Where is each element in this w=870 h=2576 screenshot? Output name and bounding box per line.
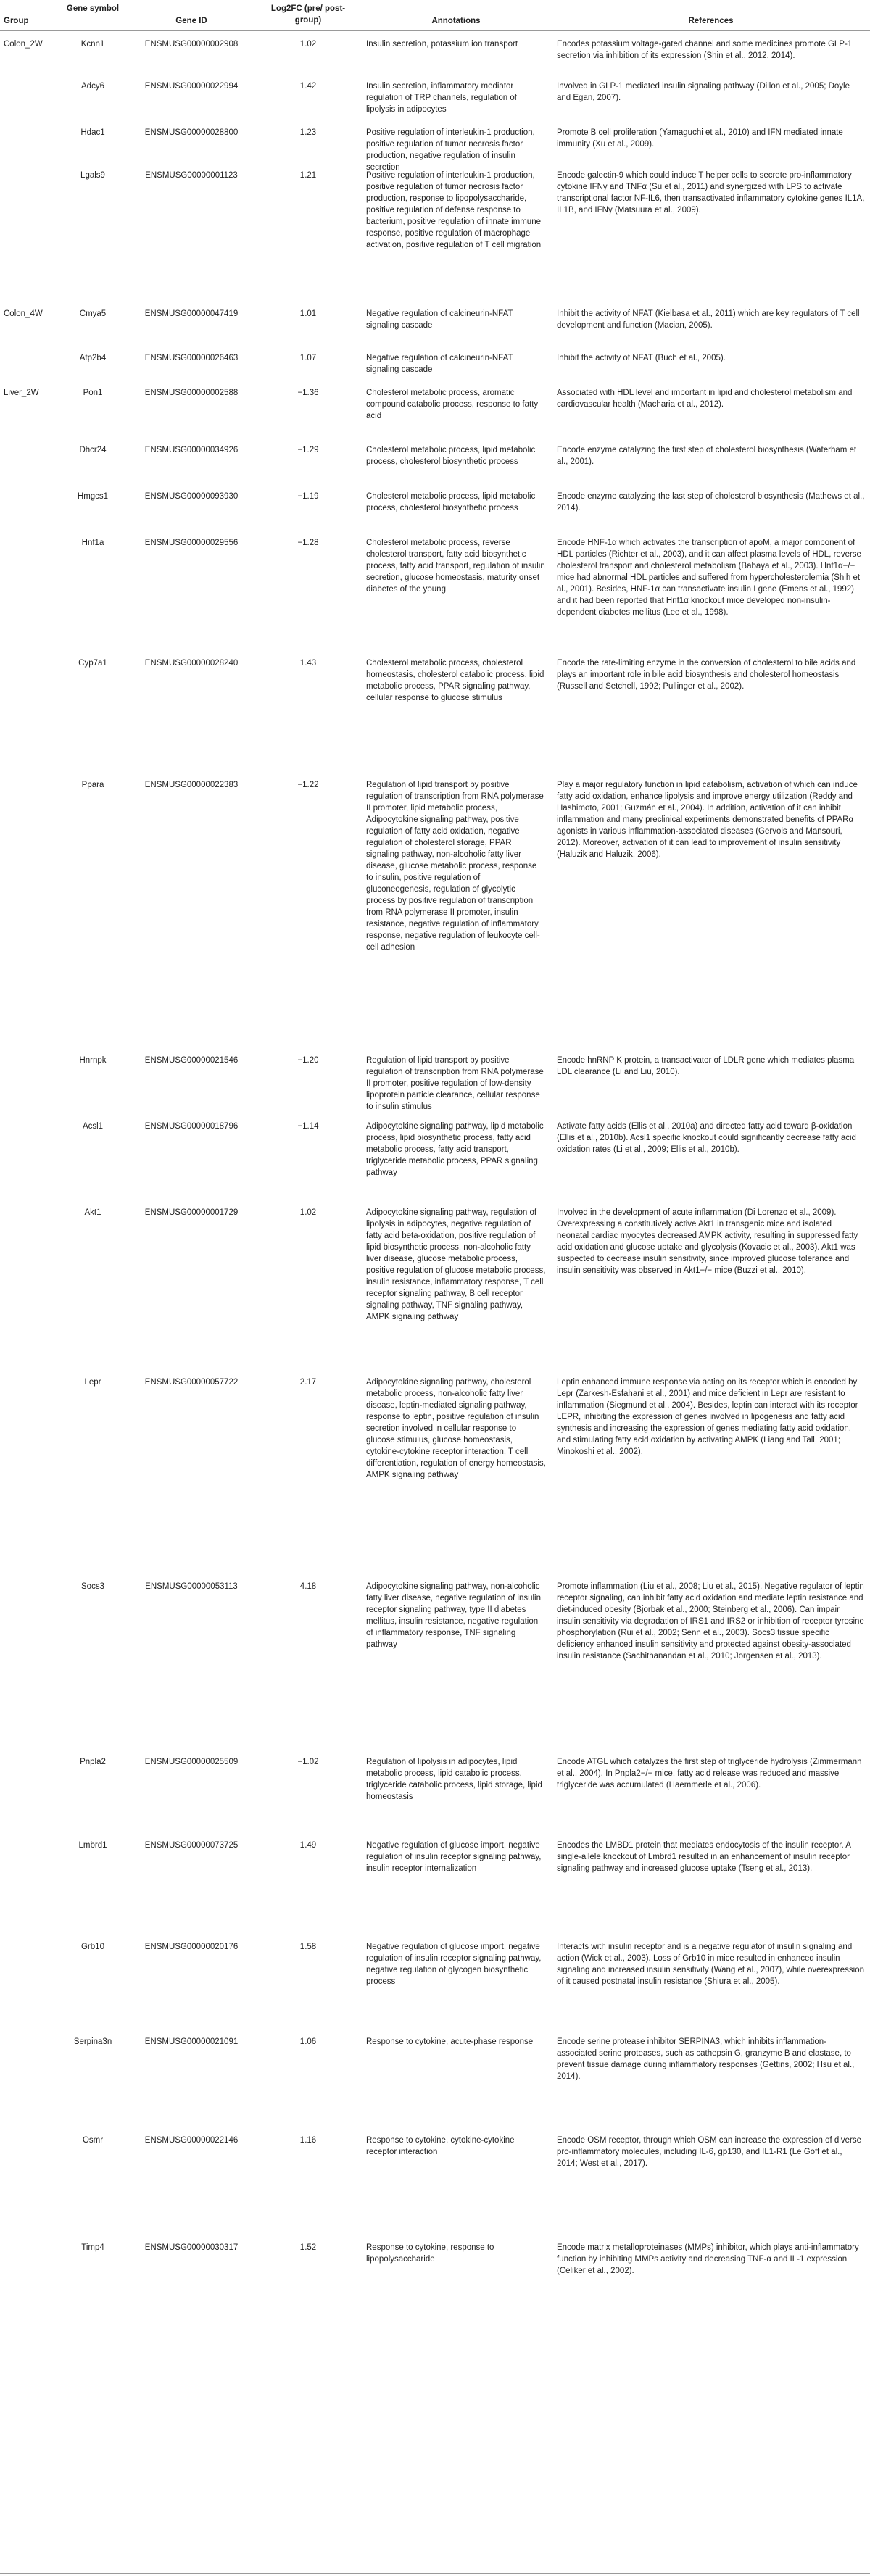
cell-gene-id: ENSMUSG00000093930 xyxy=(144,492,239,501)
cell-gene-symbol: Akt1 xyxy=(84,1208,102,1217)
cell-references: Encode galectin-9 which could induce T helper cells to secrete pro-inflammatory cytokine IFNγ and TNFα (Su et al., 2011) and synergized with LPS to activate transcriptional factor NF-IL6, then transactivated inflammatory cytokine genes IL1A, IL1B, and IFNγ (Matsuura et al., 2009). xyxy=(557,171,865,215)
cell-gene-id: ENSMUSG00000073725 xyxy=(144,1841,239,1850)
header-gene-id: Gene ID xyxy=(175,17,207,25)
cell-gene-id: ENSMUSG00000022994 xyxy=(144,82,239,91)
cell-gene-id: ENSMUSG00000022146 xyxy=(144,2136,239,2145)
cell-annotations: Regulation of lipolysis in adipocytes, lipid metabolic process, lipid catabolic process, triglyceride catabolic process, lipid storage, lipid homeostasis xyxy=(366,1758,542,1801)
cell-annotations: Negative regulation of glucose import, negative regulation of insulin receptor signaling pathway, insulin receptor internalization xyxy=(366,1841,542,1873)
cell-log2fc: 1.02 xyxy=(299,40,317,49)
cell-annotations: Positive regulation of interleukin-1 production, positive regulation of tumor necrosis factor production, negative regulation of insulin secretion xyxy=(366,128,535,172)
cell-annotations: Adipocytokine signaling pathway, lipid metabolic process, lipid biosynthetic process, fatty acid metabolic process, fatty acid transport, triglyceride metabolic process, PPAR signaling pathway xyxy=(366,1122,544,1177)
cell-references: Encode enzyme catalyzing the last step of cholesterol biosynthesis (Mathews et al., 2014). xyxy=(557,492,865,512)
cell-annotations: Cholesterol metabolic process, lipid metabolic process, cholesterol biosynthetic process xyxy=(366,446,536,466)
cell-references: Interacts with insulin receptor and is a negative regulator of insulin signaling and action (Wick et al., 2003). Loss of Grb10 in mice resulted in enhanced insulin signaling and increased insulin sensitivity (Wang et al., 2007), while overexpression of it caused postnatal insulin resistance (Shiura et al., 2005). xyxy=(557,1943,865,1986)
cell-gene-id: ENSMUSG00000028240 xyxy=(144,659,239,668)
cell-gene-symbol: Osmr xyxy=(82,2136,104,2145)
cell-references: Encode matrix metalloproteinases (MMPs) inhibitor, which plays anti-inflammatory function by inhibiting MMPs activity and decreasing TNF-α and IL-1 expression (Celiker et al., 2002). xyxy=(557,2243,859,2275)
cell-log2fc: 1.01 xyxy=(299,309,317,318)
cell-references: Promote B cell proliferation (Yamaguchi et al., 2010) and IFN mediated innate immunity (Xu et al., 2009). xyxy=(557,128,843,149)
cell-gene-id: ENSMUSG00000026463 xyxy=(144,354,239,362)
cell-annotations: Cholesterol metabolic process, aromatic compound catabolic process, response to fatty acid xyxy=(366,389,539,420)
cell-references: Encode enzyme catalyzing the first step of cholesterol biosynthesis (Waterham et al., 2001). xyxy=(557,446,857,466)
cell-group: Liver_2W xyxy=(4,389,39,397)
cell-annotations: Adipocytokine signaling pathway, regulation of lipolysis in adipocytes, negative regulation of fatty acid beta-oxidation, positive regulation of lipid biosynthetic process, non-alcoholic fatty liver disease, glucose metabolic process, positive regulation of glucose metabolic process, insulin resistance, inflammatory response, T cell receptor signaling pathway, B cell receptor signaling pathway, TNF signaling pathway, AMPK signaling pathway xyxy=(366,1208,546,1321)
cell-log2fc: −1.14 xyxy=(297,1122,319,1131)
cell-gene-symbol: Cmya5 xyxy=(79,309,107,318)
cell-references: Inhibit the activity of NFAT (Kielbasa et al., 2011) which are key regulators of T cell development and function (Macian, 2005). xyxy=(557,309,860,330)
cell-gene-symbol: Hnf1a xyxy=(81,539,104,547)
cell-gene-id: ENSMUSG00000002908 xyxy=(144,40,239,49)
cell-references: Involved in the development of acute inflammation (Di Lorenzo et al., 2009). Overexpressing a constitutively active Akt1 in transgenic mice and isolated neonatal cardiac myocytes decreased AMPK activity, resulting in suppressed fatty acid oxidation and glucose uptake and glycolysis (Kovacic et al., 2003). Akt1 was suspected to decrease insulin sensitivity, since improved glucose tolerance and insulin sensitivity was observed in Akt1−/− mice (Buzzi et al., 2010). xyxy=(557,1208,858,1275)
header-rule xyxy=(0,30,870,31)
cell-gene-id: ENSMUSG00000028800 xyxy=(144,128,239,137)
cell-gene-symbol: Hnrnpk xyxy=(79,1056,107,1065)
cell-annotations: Negative regulation of calcineurin-NFAT signaling cascade xyxy=(366,354,513,374)
cell-references: Encodes potassium voltage-gated channel and some medicines promote GLP-1 secretion via inhibition of its expression (Shin et al., 2012, 2014). xyxy=(557,40,853,60)
cell-references: Leptin enhanced immune response via acting on its receptor which is encoded by Lepr (Zarkesh-Esfahani et al., 2001) and mice deficient in Lepr are resistant to inflammation (Siegmund et al., 2004). Besides, leptin can interact with its receptor LEPR, inhibiting the expression of genes involved in lipogenesis and fatty acid synthesis and increasing the expression of genes mediating fatty acid oxidation, and stimulating fatty acid oxidation by activating AMPK (Liang and Tall, 2001; Minokoshi et al., 2002). xyxy=(557,1378,858,1456)
cell-references: Encode OSM receptor, through which OSM can increase the expression of diverse pro-inflammatory molecules, including IL-6, gp130, and IL1-R1 (Le Goff et al., 2014; West et al., 2017). xyxy=(557,2136,861,2168)
cell-annotations: Adipocytokine signaling pathway, cholesterol metabolic process, non-alcoholic fatty liver disease, leptin-mediated signaling pathway, response to leptin, positive regulation of insulin secretion involved in cellular response to glucose stimulus, glucose homeostasis, cytokine-cytokine receptor interaction, T cell differentiation, regulation of energy homeostasis, AMPK signaling pathway xyxy=(366,1378,546,1479)
header-references: References xyxy=(688,17,734,25)
cell-log2fc: 2.17 xyxy=(299,1378,317,1387)
cell-gene-id: ENSMUSG00000047419 xyxy=(144,309,239,318)
cell-gene-symbol: Atp2b4 xyxy=(79,354,107,362)
cell-log2fc: 1.42 xyxy=(299,82,317,91)
cell-log2fc: −1.20 xyxy=(297,1056,319,1065)
cell-log2fc: −1.28 xyxy=(297,539,319,547)
cell-log2fc: 1.23 xyxy=(299,128,317,137)
header-gene-symbol: Gene symbol xyxy=(66,4,120,13)
cell-log2fc: 1.02 xyxy=(299,1208,317,1217)
cell-references: Encodes the LMBD1 protein that mediates endocytosis of the insulin receptor. A single-allele knockout of Lmbrd1 resulted in an enhancement of insulin receptor signaling pathway and increased glucose uptake (Tseng et al., 2013). xyxy=(557,1841,851,1873)
cell-gene-symbol: Ppara xyxy=(81,781,104,789)
cell-gene-id: ENSMUSG00000057722 xyxy=(144,1378,239,1387)
cell-annotations: Regulation of lipid transport by positive regulation of transcription from RNA polymerase II promoter, positive regulation of low-density lipoprotein particle clearance, cellular response to insulin stimulus xyxy=(366,1056,544,1111)
cell-gene-symbol: Pnpla2 xyxy=(80,1758,106,1766)
cell-gene-symbol: Acsl1 xyxy=(82,1122,104,1131)
cell-gene-symbol: Adcy6 xyxy=(81,82,104,91)
cell-references: Encode HNF-1α which activates the transcription of apoM, a major component of HDL particles (Richter et al., 2003), and it can affect plasma levels of HDL, reverse cholesterol transport and cholesterol metabolism (Babaya et al., 2003). Hnf1α−/− mice had abnormal HDL particles and suffered from hypercholesterolemia (Shih et al., 2001). Besides, HNF-1α can transactivate insulin I gene (Emens et al., 1992) and it had been reported that Hnf1α knockout mice developed non-insulin-dependent diabetes mellitus (Lee et al., 1998). xyxy=(557,539,861,617)
cell-gene-symbol: Lmbrd1 xyxy=(78,1841,107,1850)
cell-references: Encode ATGL which catalyzes the first step of triglyceride hydrolysis (Zimmermann et al., 2004). In Pnpla2−/− mice, fatty acid release was reduced and massive triglyceride was accumulated (Haemmerle et al., 2006). xyxy=(557,1758,862,1790)
cell-gene-id: ENSMUSG00000001729 xyxy=(144,1208,239,1217)
cell-log2fc: 1.07 xyxy=(299,354,317,362)
cell-references: Play a major regulatory function in lipid catabolism, activation of which can induce fatty acid oxidation, enhance lipolysis and improve energy utilization (Reddy and Hashimoto, 2001; Guzmán et al., 2004). In addition, activation of it can inhibit inflammation and many preclinical experiments demonstrated benefits of PPARα agonists in various inflammation-associated diseases (Gervois and Mansouri, 2012). Moreover, activation of it can lead to improvement of insulin sensitivity (Haluzik and Haluzik, 2006). xyxy=(557,781,858,859)
cell-gene-symbol: Dhcr24 xyxy=(79,446,107,454)
cell-annotations: Response to cytokine, acute-phase response xyxy=(366,2037,534,2046)
cell-gene-symbol: Grb10 xyxy=(81,1943,104,1951)
cell-annotations: Negative regulation of calcineurin-NFAT signaling cascade xyxy=(366,309,513,330)
cell-log2fc: 1.16 xyxy=(299,2136,317,2145)
cell-group: Colon_4W xyxy=(4,309,43,318)
cell-annotations: Positive regulation of interleukin-1 production, positive regulation of tumor necrosis factor production, response to lipopolysaccharide, positive regulation of defense response to bacterium, positive regulation of innate immune response, positive regulation of macrophage activation, positive regulation of T cell migration xyxy=(366,171,542,249)
cell-references: Associated with HDL level and important in lipid and cholesterol metabolism and cardiovascular health (Macharia et al., 2012). xyxy=(557,389,853,409)
cell-gene-id: ENSMUSG00000018796 xyxy=(144,1122,239,1131)
cell-log2fc: 1.43 xyxy=(299,659,317,668)
cell-annotations: Regulation of lipid transport by positive regulation of transcription from RNA polymerase II promoter, lipid metabolic process, Adipocytokine signaling pathway, positive regulation of fatty acid oxidation, negative regulation of cholesterol storage, PPAR signaling pathway, non-alcoholic fatty liver disease, glucose metabolic process, response to insulin, positive regulation of gluconeogenesis, regulation of glycolytic process by positive regulation of transcription from RNA polymerase II promoter, insulin resistance, negative regulation of inflammatory response, negative regulation of leukocyte cell-cell adhesion xyxy=(366,781,544,952)
cell-log2fc: 1.49 xyxy=(299,1841,317,1850)
cell-log2fc: 4.18 xyxy=(299,1582,317,1591)
cell-gene-id: ENSMUSG00000030317 xyxy=(144,2243,239,2252)
cell-gene-id: ENSMUSG00000002588 xyxy=(144,389,239,397)
cell-annotations: Cholesterol metabolic process, cholesterol homeostasis, cholesterol catabolic process, lipid metabolic process, PPAR signaling pathway, cellular response to glucose stimulus xyxy=(366,659,544,702)
cell-log2fc: −1.19 xyxy=(297,492,319,501)
cell-annotations: Response to cytokine, cytokine-cytokine receptor interaction xyxy=(366,2136,515,2156)
cell-references: Encode hnRNP K protein, a transactivator of LDLR gene which mediates plasma LDL clearance (Li and Liu, 2010). xyxy=(557,1056,855,1076)
header-log2fc: Log2FC (pre/ post-group) xyxy=(270,4,346,25)
cell-gene-symbol: Serpina3n xyxy=(73,2037,112,2046)
cell-log2fc: −1.02 xyxy=(297,1758,319,1766)
cell-gene-symbol: Kcnn1 xyxy=(80,40,105,49)
cell-log2fc: −1.29 xyxy=(297,446,319,454)
cell-references: Involved in GLP-1 mediated insulin signaling pathway (Dillon et al., 2005; Doyle and Egan, 2007). xyxy=(557,82,850,102)
cell-gene-id: ENSMUSG00000034926 xyxy=(144,446,239,454)
cell-gene-symbol: Pon1 xyxy=(83,389,103,397)
cell-log2fc: −1.22 xyxy=(297,781,319,789)
cell-references: Inhibit the activity of NFAT (Buch et al., 2005). xyxy=(557,354,726,362)
cell-gene-symbol: Lgals9 xyxy=(80,171,105,180)
cell-group: Colon_2W xyxy=(4,40,43,49)
cell-annotations: Cholesterol metabolic process, reverse cholesterol transport, fatty acid biosynthetic process, fatty acid transport, regulation of insulin secretion, glucose homeostasis, maturity onset diabetes of the young xyxy=(366,539,545,594)
cell-annotations: Response to cytokine, response to lipopolysaccharide xyxy=(366,2243,494,2264)
cell-gene-symbol: Cyp7a1 xyxy=(78,659,107,668)
cell-gene-id: ENSMUSG00000053113 xyxy=(145,1582,238,1591)
cell-gene-id: ENSMUSG00000021091 xyxy=(144,2037,239,2046)
header-annotations: Annotations xyxy=(431,17,481,25)
cell-gene-id: ENSMUSG00000020176 xyxy=(144,1943,239,1951)
header-group: Group xyxy=(4,17,29,25)
table-bottom-rule xyxy=(0,2573,870,2574)
cell-annotations: Adipocytokine signaling pathway, non-alcoholic fatty liver disease, negative regulation of insulin receptor signaling pathway, type II diabetes mellitus, insulin resistance, negative regulation of inflammatory response, TNF signaling pathway xyxy=(366,1582,542,1649)
cell-references: Activate fatty acids (Ellis et al., 2010a) and directed fatty acid toward β-oxidation (Ellis et al., 2010b). Acsl1 specific knockout could significantly decrease fatty acid oxidation rates (Li et al., 2009; Ellis et al., 2010b). xyxy=(557,1122,856,1154)
cell-annotations: Insulin secretion, inflammatory mediator regulation of TRP channels, regulation of lipolysis in adipocytes xyxy=(366,82,517,114)
cell-gene-symbol: Hmgcs1 xyxy=(77,492,109,501)
cell-log2fc: 1.58 xyxy=(299,1943,317,1951)
cell-gene-symbol: Hdac1 xyxy=(80,128,105,137)
cell-log2fc: 1.52 xyxy=(299,2243,317,2252)
cell-references: Encode serine protease inhibitor SERPINA3, which inhibits inflammation-associated serine proteases, such as cathepsin G, granzyme B and elastase, to prevent tissue damage during inflammatory responses (Gettins, 2002; Hsu et al., 2014). xyxy=(557,2037,855,2081)
cell-gene-id: ENSMUSG00000001123 xyxy=(145,171,238,180)
cell-log2fc: −1.36 xyxy=(297,389,319,397)
cell-gene-symbol: Lepr xyxy=(84,1378,102,1387)
cell-annotations: Cholesterol metabolic process, lipid metabolic process, cholesterol biosynthetic process xyxy=(366,492,536,512)
cell-log2fc: 1.21 xyxy=(299,171,317,180)
cell-references: Promote inflammation (Liu et al., 2008; Liu et al., 2015). Negative regulator of leptin receptor signaling, can inhibit fatty acid oxidation and mediate leptin resistance and diet-induced obesity (Bjorbak et al., 2000; Steinberg et al., 2006). Can impair insulin sensitivity via degradation of IRS1 and IRS2 or inhibition of receptor tyrosine phosphorylation (Rui et al., 2002; Senn et al., 2003). Socs3 tissue specific deficiency enhanced insulin sensitivity and protected against obesity-associated insulin resistance (Sachithanandan et al., 2010; Jorgensen et al., 2013). xyxy=(557,1582,864,1661)
cell-log2fc: 1.06 xyxy=(299,2037,317,2046)
cell-annotations: Negative regulation of glucose import, negative regulation of insulin receptor signaling pathway, negative regulation of glycogen biosynthetic process xyxy=(366,1943,542,1986)
cell-gene-id: ENSMUSG00000022383 xyxy=(144,781,239,789)
cell-gene-id: ENSMUSG00000029556 xyxy=(144,539,239,547)
cell-gene-symbol: Timp4 xyxy=(81,2243,104,2252)
cell-gene-id: ENSMUSG00000021546 xyxy=(144,1056,239,1065)
cell-annotations: Insulin secretion, potassium ion transport xyxy=(366,40,518,49)
cell-gene-id: ENSMUSG00000025509 xyxy=(144,1758,239,1766)
cell-gene-symbol: Socs3 xyxy=(81,1582,104,1591)
cell-references: Encode the rate-limiting enzyme in the conversion of cholesterol to bile acids and plays an important role in bile acid biosynthesis and cholesterol homeostasis (Russell and Setchell, 1992; Pullinger et al., 2002). xyxy=(557,659,856,691)
